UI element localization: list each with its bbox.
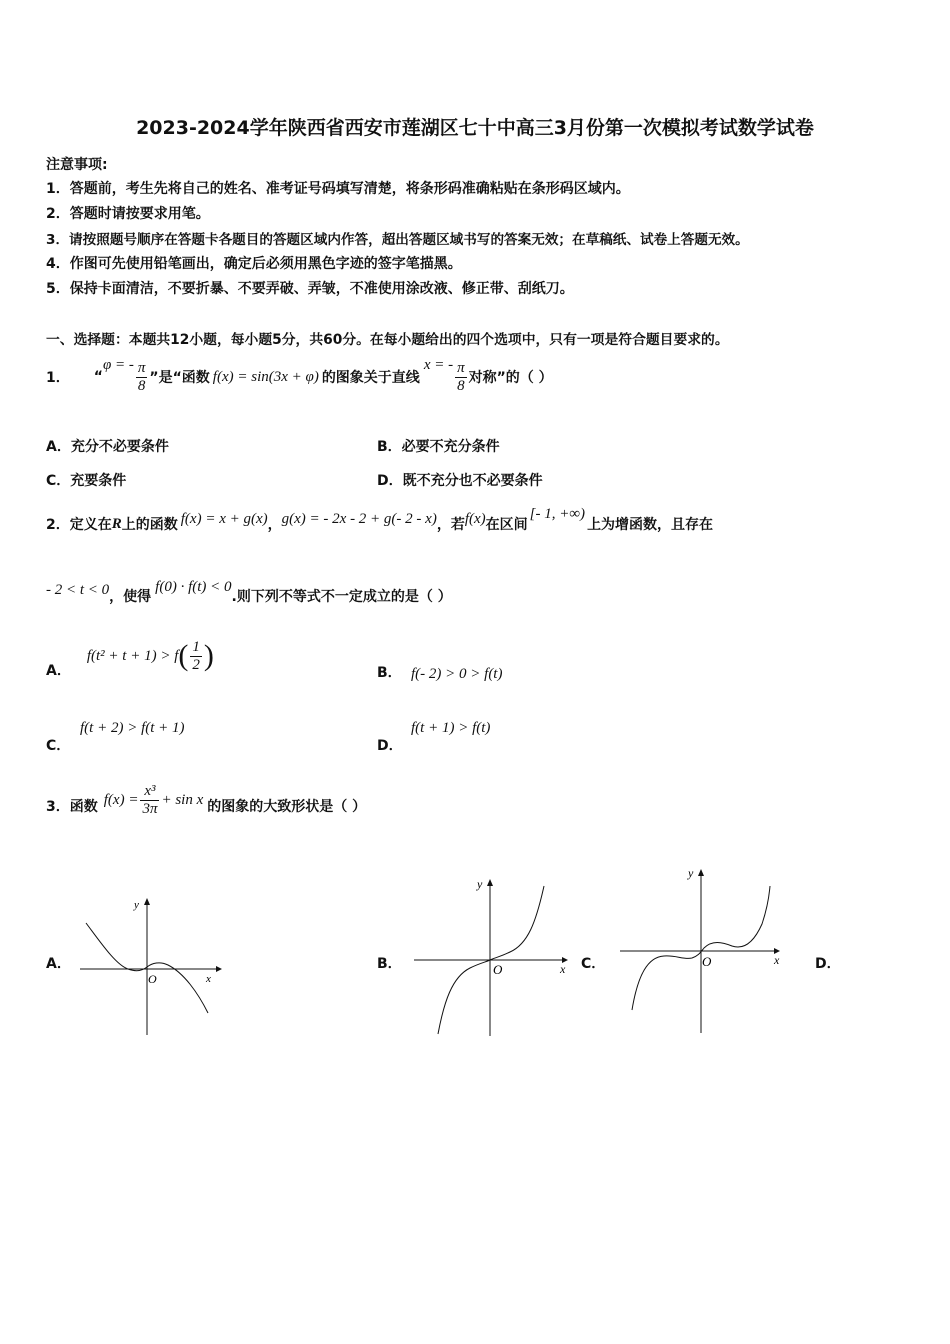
notice-item-5: 5．保持卡面清洁，不要折暴、不要弄破、弄皱，不准使用涂改液、修正带、刮纸刀。 [46, 281, 574, 297]
x-axis-label: x [774, 953, 780, 967]
notice-item-1: 1．答题前，考生先将自己的姓名、准考证号码填写清楚，将条形码准确粘贴在条形码区域内。 [46, 181, 630, 197]
q2-option-c[interactable]: f(t + 2) > f(t + 1) [80, 720, 185, 736]
q3-denominator: 3π [142, 800, 158, 817]
q2-number: 2．定义在 [46, 517, 112, 533]
q1-option-a[interactable]: A．充分不必要条件 [46, 439, 169, 455]
q3-lhs: f(x) = [103, 791, 139, 808]
q1-x-fraction [455, 360, 467, 395]
x-axis-label: x [560, 962, 566, 976]
q2-comma: ， [267, 517, 282, 533]
q1-text-3: 对称”的（ ） [468, 370, 553, 386]
y-axis-label: y [688, 866, 694, 880]
y-axis-arrow-icon [487, 879, 493, 886]
q2-option-d[interactable]: f(t + 1) > f(t) [411, 720, 491, 736]
q2-interval: [- 1, +∞) [529, 505, 586, 522]
notice-item-3: 3．请按照题号顺序在答题卡各题目的答题区域内作答，超出答题区域书写的答案无效；在草稿纸、试卷上答题无效。 [46, 232, 749, 248]
q3-numerator: x³ [140, 783, 159, 801]
y-axis-label: y [477, 877, 483, 891]
section-heading: 一、选择题：本题共12小题，每小题5分，共60分。在每小题给出的四个选项中，只有一项是符合题目要求的。 [46, 332, 729, 348]
q2-text-3: 在区间 [485, 517, 528, 533]
q2-text-5: ，使得 [109, 589, 152, 605]
question-2-line-2 [46, 578, 452, 614]
q2-half-paren: ( $\frac{1}{2}$ ) [178, 638, 214, 673]
q1-text-1: ”是“函数 [149, 370, 210, 386]
q2-g-definition: g(x) = - 2x - 2 + g(- 2 - x) [281, 510, 437, 527]
eight-denominator: 8 [457, 377, 465, 394]
notice-item-2: 2．答题时请按要求用笔。 [46, 206, 210, 222]
q2-option-a-label: A． [46, 663, 71, 679]
q3-option-c-label[interactable]: C． [581, 956, 606, 972]
q2-f-definition: f(x) = x + g(x) [180, 510, 268, 527]
q2-option-c-label[interactable]: C． [46, 738, 71, 754]
y-axis-arrow-icon [698, 869, 704, 876]
q2-text-6: .则下列不等式不一定成立的是（ ） [231, 589, 452, 605]
question-3 [46, 782, 366, 830]
q2-option-b[interactable]: f(- 2) > 0 > f(t) [411, 666, 503, 682]
question-1 [46, 355, 553, 399]
notice-heading: 注意事项: [46, 157, 108, 173]
q3-number: 3．函数 [46, 799, 98, 815]
q2-option-d-label[interactable]: D． [377, 738, 403, 754]
half-numerator: 1 [192, 638, 200, 655]
q1-option-d[interactable]: D．既不充分也不必要条件 [377, 473, 543, 489]
q2-text-1: 上的函数 [121, 517, 178, 533]
q3-graph-b[interactable] [410, 872, 580, 1040]
q2-option-a-lhs: f(t² + t + 1) > f [86, 647, 179, 664]
origin-label: O [148, 972, 157, 986]
q2-R: R [111, 515, 122, 532]
q3-option-d-label[interactable]: D． [815, 956, 841, 972]
q2-fx: f(x) [464, 510, 486, 527]
q2-f-condition: f(0) · f(t) < 0 [155, 578, 232, 595]
pi-numerator: π [137, 359, 146, 376]
x-axis-label: x [206, 973, 211, 985]
origin-label: O [702, 954, 712, 969]
q2-text-4: 上为增函数，且存在 [587, 517, 714, 533]
q1-option-b[interactable]: B．必要不充分条件 [377, 439, 500, 455]
q2-half-fraction [190, 639, 202, 674]
q3-text-1: 的图象的大致形状是（ ） [207, 799, 367, 815]
q1-phi-lhs: φ = - [102, 356, 134, 373]
q3-graph-c[interactable] [618, 862, 793, 1037]
q1-function: f(x) = sin(3x + φ) [212, 368, 319, 385]
q3-rhs: + sin x [161, 791, 204, 808]
q2-option-a[interactable] [46, 638, 214, 686]
x-axis-arrow-icon [216, 966, 222, 972]
q1-text-2: 的图象关于直线 [321, 370, 420, 386]
pi-numerator: π [457, 359, 465, 376]
q2-text-2: ，若 [436, 517, 465, 533]
q3-graph-a[interactable] [76, 893, 226, 1038]
notice-item-4: 4．作图可先使用铅笔画出，确定后必须用黑色字迹的签字笔描黑。 [46, 256, 462, 272]
q2-option-b-label[interactable]: B． [377, 665, 402, 681]
y-axis-arrow-icon [144, 898, 150, 905]
origin-label: O [493, 962, 503, 977]
q1-option-c[interactable]: C．充要条件 [46, 473, 127, 489]
question-2 [46, 506, 713, 542]
eight-denominator: 8 [137, 377, 146, 394]
q1-phi-fraction [136, 360, 148, 395]
half-denominator: 2 [192, 656, 200, 673]
q3-fraction [140, 783, 159, 818]
page-title: 2023-2024学年陕西省西安市莲湖区七十中高三3月份第一次模拟考试数学试卷 [136, 117, 814, 139]
q3-option-a-label[interactable]: A． [46, 956, 71, 972]
q1-x-lhs: x = - [423, 356, 454, 373]
q1-number: 1． [46, 370, 70, 386]
q1-open-quote: “ [93, 369, 103, 385]
q2-t-condition: - 2 < t < 0 [46, 581, 110, 598]
q3-option-b-label[interactable]: B． [377, 956, 402, 972]
y-axis-label: y [134, 899, 139, 911]
